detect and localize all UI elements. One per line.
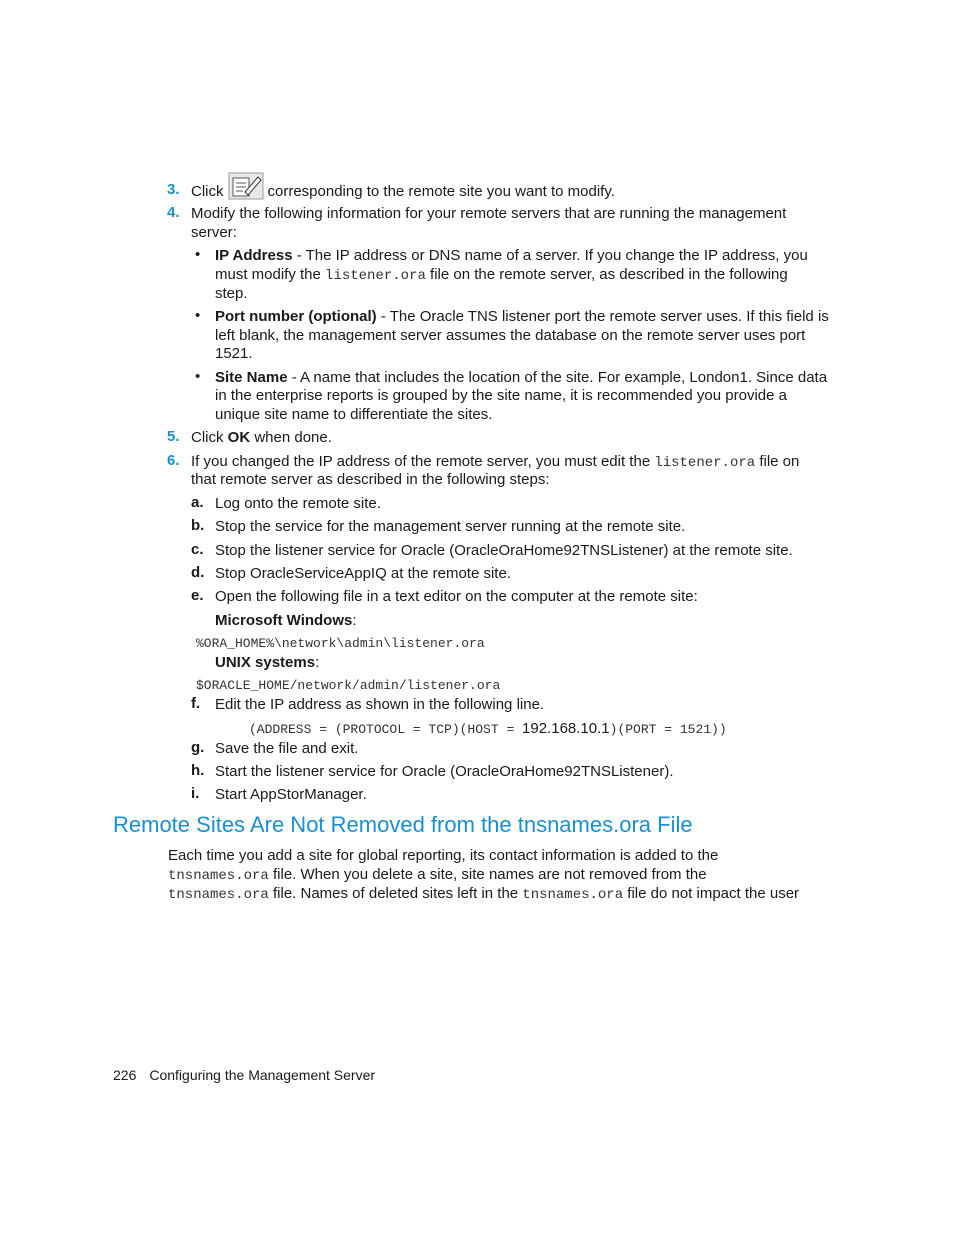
substep-label: f. xyxy=(191,695,201,712)
substep-label: g. xyxy=(191,739,205,756)
step-number: 4. xyxy=(167,204,180,221)
windows-path: %ORA_HOME%\network\admin\listener.ora xyxy=(196,636,485,651)
bullet: • xyxy=(195,368,201,385)
substep-label: b. xyxy=(191,517,205,534)
paragraph-line-3: tnsnames.ora file. Names of deleted sites left in the tnsnames.ora file do not impact the user xyxy=(168,885,800,903)
step-4-line-2: server: xyxy=(191,224,237,241)
substep-label: i. xyxy=(191,785,200,802)
edit-icon xyxy=(228,172,264,200)
bullet-port-line-1: Port number (optional) - The Oracle TNS listener port the remote server uses. If this field is xyxy=(215,308,829,325)
substep-label: c. xyxy=(191,541,204,558)
step-number: 5. xyxy=(167,428,180,445)
section-heading: Remote Sites Are Not Removed from the tnsnames.ora File xyxy=(113,812,693,837)
substep-text: Stop the listener service for Oracle (OracleOraHome92TNSListener) at the remote site. xyxy=(215,542,793,559)
bullet-port-line-2: left blank, the management server assumes the database on the remote server uses port xyxy=(215,327,806,344)
step-3-text: Click corresponding to the remote site you want to modify. xyxy=(191,172,615,210)
substep-text: Edit the IP address as shown in the following line. xyxy=(215,696,545,713)
bullet-site-name-line-3: unique site name to differentiate the sites. xyxy=(215,406,493,423)
substep-text: Start the listener service for Oracle (OracleOraHome92TNSListener). xyxy=(215,763,674,780)
paragraph-line-2: tnsnames.ora file. When you delete a site, site names are not removed from the xyxy=(168,866,707,884)
substep-text: Log onto the remote site. xyxy=(215,495,381,512)
bullet-port-line-3: 1521. xyxy=(215,345,253,362)
bullet-site-name-line-1: Site Name - A name that includes the location of the site. For example, London1. Since data xyxy=(215,369,828,386)
unix-label: UNIX systems: xyxy=(215,654,320,671)
substep-text: Start AppStorManager. xyxy=(215,786,367,803)
paragraph-line-1: Each time you add a site for global reporting, its contact information is added to the xyxy=(168,847,719,864)
step-4-line-1: Modify the following information for your remote servers that are running the management xyxy=(191,205,787,222)
step-6-line-2: that remote server as described in the following steps: xyxy=(191,471,550,488)
bullet-site-name-line-2: in the enterprise reports is grouped by the site name, it is recommended you provide a xyxy=(215,387,787,404)
substep-label: h. xyxy=(191,762,205,779)
step-5-text: Click OK when done. xyxy=(191,429,332,446)
step-6-line-1: If you changed the IP address of the remote server, you must edit the listener.ora file on xyxy=(191,453,800,471)
bullet: • xyxy=(195,307,201,324)
step-number: 6. xyxy=(167,452,180,469)
address-code-line: (ADDRESS = (PROTOCOL = TCP)(HOST = 192.168.10.1)(PORT = 1521)) xyxy=(249,720,727,737)
bullet-ip-address-line-1: IP Address - The IP address or DNS name of a server. If you change the IP address, you xyxy=(215,247,808,264)
substep-label: a. xyxy=(191,494,204,511)
substep-label: e. xyxy=(191,587,204,604)
bullet-ip-address-line-2: must modify the listener.ora file on the remote server, as described in the following xyxy=(215,266,788,284)
substep-text: Stop the service for the management server running at the remote site. xyxy=(215,518,686,535)
substep-text: Stop OracleServiceAppIQ at the remote site. xyxy=(215,565,511,582)
chapter-title: Configuring the Management Server xyxy=(149,1067,376,1083)
substep-text: Save the file and exit. xyxy=(215,740,359,757)
step-number: 3. xyxy=(167,181,180,198)
bullet: • xyxy=(195,246,201,263)
page-footer xyxy=(113,1067,375,1083)
substep-text: Open the following file in a text editor on the computer at the remote site: xyxy=(215,588,698,605)
substep-label: d. xyxy=(191,564,205,581)
unix-path: $ORACLE_HOME/network/admin/listener.ora xyxy=(196,678,501,693)
bullet-ip-address-line-3: step. xyxy=(215,285,248,302)
windows-label: Microsoft Windows: xyxy=(215,612,357,629)
page-number: 226 xyxy=(113,1067,137,1083)
